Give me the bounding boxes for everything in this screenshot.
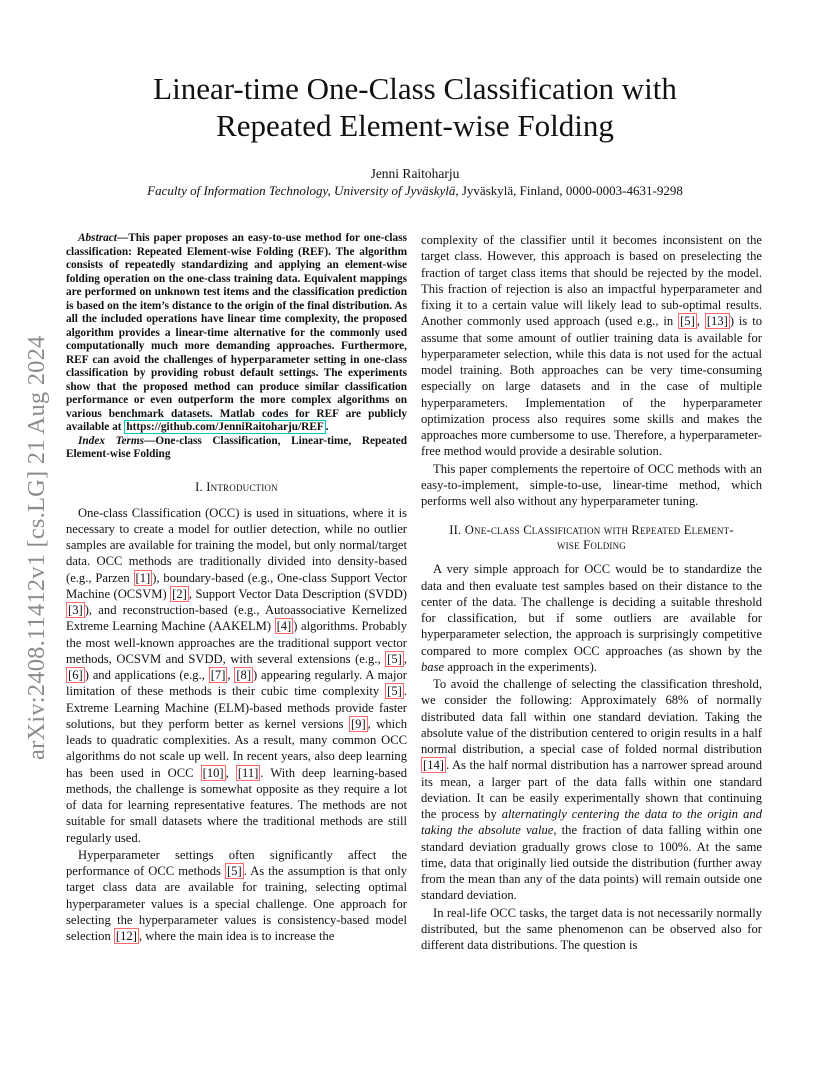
text-span: Hyperparameter settings often significantly affect the performance of OCC methods <box>66 847 407 878</box>
text-span: ) and applications (e.g., <box>84 668 209 682</box>
abstract-end: . <box>325 421 329 433</box>
citation-link[interactable]: [9] <box>350 716 366 731</box>
index-terms <box>66 435 407 462</box>
method-paragraph-2 <box>421 676 762 904</box>
intro-paragraph-2-continued <box>421 232 762 460</box>
text-span: , the fraction of data falling within one standard deviation gradually grows close to 100%. At the same time, data that originally lied outside the distribution (further away from the mean than any of the data points) will remain outside one standard deviation. <box>421 823 762 903</box>
intro-paragraph-1 <box>66 505 407 846</box>
emphasis: alternatingly centering the data to the origin and taking the absolute value <box>421 807 762 838</box>
citation-link[interactable]: [8] <box>236 668 252 682</box>
citation-link[interactable]: [6] <box>68 668 83 682</box>
text-span: . As the assumption is that only target class data are available for training, selecting optimal hyperparameter values is a special challenge. One approach for selecting the hyperparameter values is consistency-based model selection <box>66 864 407 943</box>
text-span: One-class Classification (OCC) is used in situations, where it is necessary to create a model for outlier detection, while no outlier samples are available for training the model, but only normal/target data. OCC methods are traditionally divided into density-based (e.g., Parzen <box>66 505 407 585</box>
text-span: ), and reconstruction-based (e.g., Autoassociative Kernelized Extreme Learning Machine (AAKELM) <box>66 603 407 634</box>
citation-link[interactable]: [13] <box>706 314 728 329</box>
text-span: , <box>227 668 235 682</box>
citation-link[interactable]: [14] <box>423 758 444 773</box>
abstract <box>66 232 407 435</box>
text-span: To avoid the challenge of selecting the classification threshold, we consider the following: Approximately 68% of normally distributed data fall within one standard deviation. Taking the absolute value of the distribution centered to origin results in a half normal distribution, a special case of folded normal distribution <box>421 677 762 756</box>
citation-link[interactable]: [4] <box>276 619 292 634</box>
text-span: ) is to assume that some amount of outlier training data is available for hyperparameter selection, while this data is not used for the actual model training. Both approaches can be very time-consuming especially on large datasets and in the case of multiple hyperparameters. Implementation of the hyperparameter optimization process also requires some skills and makes the approaches more cumbersome to use. Therefore, a hyperparameter-free method would provide a desirable solution. <box>421 314 763 459</box>
text-span: , <box>696 314 705 329</box>
text-span: ) appearing regularly. A major limitation of these methods is their cubic time complexity <box>66 668 408 699</box>
text-span: ) algorithms. Probably the most well-known approaches are the traditional support vector methods, OCSVM and SVDD, with several extensions (e.g., <box>66 619 407 666</box>
citation-link[interactable]: [2] <box>172 586 187 601</box>
text-span: , <box>403 651 407 666</box>
text-span: ), boundary-based (e.g., One-class Support Vector Machine (OCSVM) <box>66 570 407 601</box>
method-paragraph-3: In real-life OCC tasks, the target data is not necessarily normally distributed, but the same phenomenon can be observed also for different data distributions. The question is <box>421 905 762 952</box>
text-span: . With deep learning-based methods, the challenge is somewhat opposite as they require a lot of data for learning representative features. The methods are not suitable for small datasets where the traditional methods are still regularly used. <box>66 765 408 845</box>
citation-link[interactable]: [7] <box>210 668 226 682</box>
affiliation-institution: Faculty of Information Technology, University of Jyväskylä <box>147 183 456 198</box>
intro-paragraph-2 <box>66 847 407 945</box>
right-column <box>421 232 762 953</box>
affiliation-location: , Jyväskylä, Finland, 0000-0003-4631-9298 <box>455 183 683 198</box>
citation-link[interactable]: [5] <box>387 684 402 699</box>
section-heading-introduction: I. Introduction <box>195 479 278 494</box>
text-span: A very simple approach for OCC would be to standardize the data and then evaluate test samples based on their distance to the center of the data. The challenge is deciding a suitable threshold for classification, but if some outliers are available for hyperparameter selection, the approach is surprisingly competitive compared to more complex OCC approaches (as shown by the <box>421 562 762 658</box>
citation-link[interactable]: [5] <box>226 864 242 878</box>
citation-link[interactable]: [1] <box>135 570 151 585</box>
text-span: approach in the experiments). <box>444 659 597 674</box>
code-repository-link[interactable]: https://github.com/JenniRaitoharju/REF <box>126 421 324 433</box>
intro-paragraph-3: This paper complements the repertoire of OCC methods with an easy-to-implement, simple-to-use, linear-time method, which performs well also without any hyperparameter tuning. <box>421 461 762 508</box>
text-span: . As the half normal distribution has a narrower spread around its mean, a larger part of the data falls within one standard deviation. It can be easily experimentally shown that continuing the process by <box>421 758 762 821</box>
citation-link[interactable]: [5] <box>680 314 695 329</box>
citation-link[interactable]: [12] <box>115 929 137 943</box>
abstract-lead: Abstract <box>78 232 117 244</box>
citation-link[interactable]: [5] <box>387 651 402 666</box>
method-paragraph-1 <box>421 561 762 675</box>
text-span: , which leads to quadratic complexities. As a result, many common OCC algorithms do not scale up well. In recent years, also deep learning has been used in OCC <box>66 716 407 780</box>
text-span: . Extreme Learning Machine (ELM)-based methods provide faster solutions, but they perform better as kernel versions <box>66 684 407 731</box>
left-column <box>66 232 407 944</box>
author-name: Jenni Raitoharju <box>370 166 460 181</box>
abstract-body: —This paper proposes an easy-to-use method for one-class classification: Repeated Element-wise Folding (REF). The algorithm consists of repeatedly standardizing and applying an element-wise folding operation on the one-class training data. Equivalent mappings are performed on unknown test items and the classification prediction is based on the item’s distance to the origin of the final distribution. As all the included operations have linear time complexity, the proposed algorithm provides a linear-time alternative for the commonly used computationally much more demanding approaches. Furthermore, REF can avoid the challenges of hyperparameter setting in one-class classification by providing robust default settings. The experiments show that the proposed method can produce similar classification performance or even outperform the more complex algorithms on various benchmark datasets. Matlab codes for REF are publicly available at <box>66 232 407 433</box>
text-span: complexity of the classifier until it becomes inconsistent on the target class. However, this approach is based on preselecting the fraction of target class items that should be rejected by the model. This fraction of rejection is also an impactful hyperparameter and fixing it to a certain value will likely lead to sub-optimal results. Another commonly used approach (used e.g., in <box>421 233 762 329</box>
index-terms-lead: Index Terms <box>78 434 145 447</box>
citation-link[interactable]: [10] <box>202 765 224 780</box>
section-heading-method: II. One-class Classification with Repeated Element-wise Folding <box>449 523 734 553</box>
emphasis: base <box>421 659 445 674</box>
text-span: , <box>225 765 236 780</box>
citation-link[interactable]: [11] <box>237 765 259 780</box>
paper-title: Linear-time One-Class Classification with Repeated Element-wise Folding <box>153 71 677 143</box>
arxiv-identifier: arXiv:2408.11412v1 [cs.LG] 21 Aug 2024 <box>23 335 50 760</box>
text-span: , Support Vector Data Description (SVDD) <box>188 586 407 601</box>
index-terms-body: —One-class Classification, Linear-time, Repeated Element-wise Folding <box>66 434 408 460</box>
citation-link[interactable]: [3] <box>68 603 83 617</box>
text-span: , where the main idea is to increase the <box>138 929 335 943</box>
author-affiliation <box>80 183 750 199</box>
